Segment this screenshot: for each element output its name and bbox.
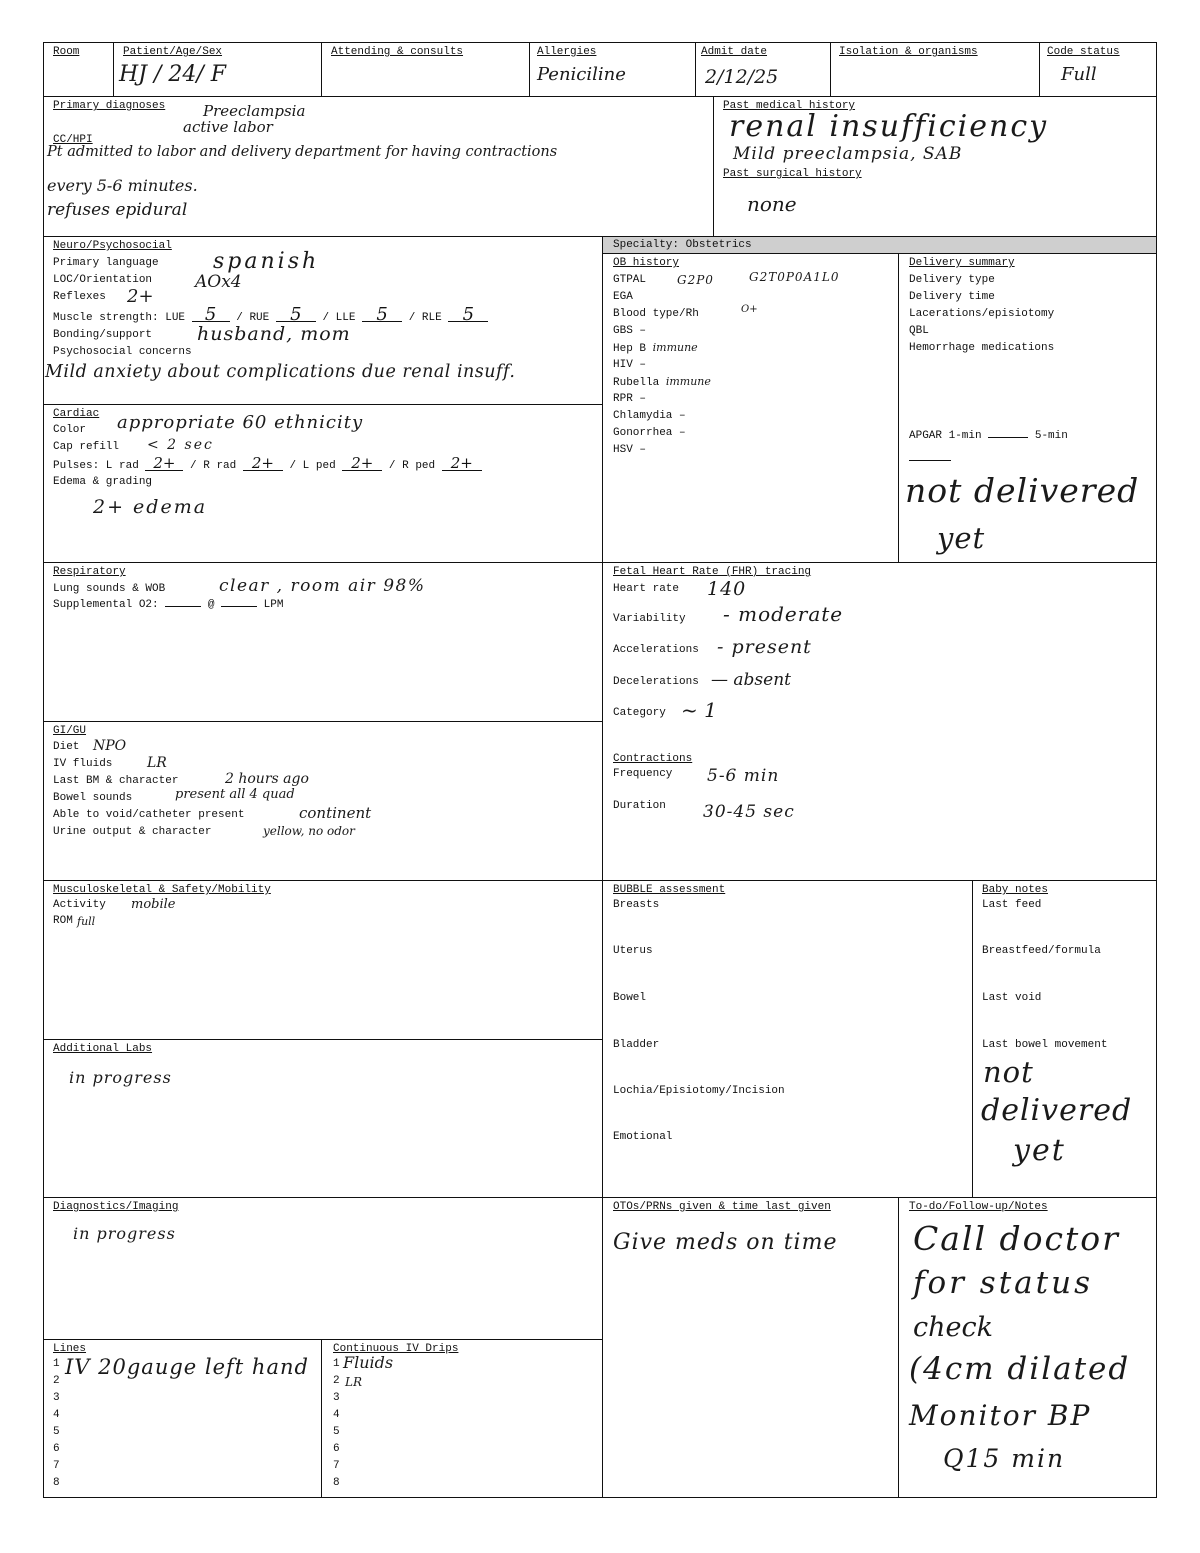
accel-label: Accelerations (613, 644, 699, 656)
rubella-row (613, 376, 711, 390)
baby-note-line1: not (983, 1055, 1034, 1089)
drip-number: 6 (333, 1443, 340, 1455)
divider (43, 562, 1157, 563)
color-label: Color (53, 424, 87, 436)
activity-label: Activity (53, 899, 106, 911)
patient-value: HJ / 24/ F (119, 62, 227, 87)
r-rad-value: 2+ (243, 457, 283, 471)
baby-item: Last void (982, 992, 1042, 1004)
rom-label: ROM (53, 915, 73, 927)
ega-label: EGA (613, 291, 633, 303)
bubble-item: Bladder (613, 1039, 660, 1051)
code-label: Code status (1047, 46, 1120, 58)
psh-value: none (747, 192, 797, 216)
r-ped-label: / R ped (388, 460, 436, 472)
gtpal-value1: G2P0 (677, 273, 714, 287)
diagnostics-title: Diagnostics/Imaging (53, 1201, 179, 1213)
bm-value: 2 hours ago (225, 771, 309, 787)
apgar-row (909, 430, 1068, 443)
delivery-note-line1: not delivered (905, 471, 1140, 510)
todo-line: (4cm dilated (909, 1351, 1131, 1387)
rubella-value: immune (665, 375, 711, 388)
divider (898, 1197, 899, 1498)
frequency-value: 5-6 min (707, 766, 780, 786)
apgar-1min-blank (988, 437, 1028, 438)
drip-number: 4 (333, 1409, 340, 1421)
room-label: Room (53, 46, 80, 58)
report-sheet (43, 42, 1157, 1498)
drips-entry1: Fluids (343, 1353, 394, 1372)
rubella-label: Rubella (613, 377, 660, 389)
drip-number: 5 (333, 1426, 340, 1438)
cc-line1: Pt admitted to labor and delivery department for having contractions (47, 144, 558, 160)
rle-label: / RLE (408, 312, 442, 324)
drip-number: 2 (333, 1375, 340, 1387)
pulses-row (53, 454, 482, 473)
drips-entry2: LR (345, 1375, 363, 1389)
border-top (43, 42, 1157, 43)
hsv-value: – (639, 444, 647, 456)
cc-label: CC/HPI (53, 134, 93, 146)
gbs-label: GBS (613, 325, 633, 337)
line-number: 5 (53, 1426, 60, 1438)
cardiac-title: Cardiac (53, 408, 100, 420)
lung-value: clear , room air 98% (219, 576, 426, 596)
qbl-label: QBL (909, 325, 929, 337)
language-label: Primary language (53, 257, 159, 269)
divider (898, 254, 899, 562)
fhr-rate-label: Heart rate (613, 583, 680, 595)
respiratory-title: Respiratory (53, 566, 126, 578)
todo-line: check (913, 1312, 993, 1343)
decel-label: Decelerations (613, 676, 699, 688)
hsv-label: HSV (613, 444, 633, 456)
l-ped-label: / L ped (289, 460, 336, 472)
color-value: appropriate 60 ethnicity (117, 412, 364, 433)
rpr-label: RPR (613, 393, 633, 405)
divider (602, 236, 603, 1498)
hepb-row (613, 342, 698, 356)
fhr-rate-value: 140 (707, 578, 747, 600)
divider (713, 96, 714, 237)
todo-line: for status (913, 1265, 1093, 1301)
rpr-value: – (639, 393, 647, 405)
void-value: continent (299, 804, 372, 822)
loc-label: LOC/Orientation (53, 274, 153, 286)
chlamydia-row (613, 410, 686, 423)
line-number: 4 (53, 1409, 60, 1421)
labs-title: Additional Labs (53, 1043, 153, 1055)
line-number: 3 (53, 1392, 60, 1404)
divider (529, 42, 530, 96)
hiv-value: – (639, 359, 647, 371)
hepb-label: Hep B (613, 343, 647, 355)
bubble-item: Breasts (613, 899, 660, 911)
diagnoses-label: Primary diagnoses (53, 100, 166, 112)
bowel-value: present all 4 quad (175, 787, 295, 802)
diagnoses-line1: Preeclampsia (203, 102, 306, 120)
duration-label: Duration (613, 800, 666, 812)
rue-value: 5 (276, 308, 316, 322)
divider (43, 1339, 602, 1340)
frequency-label: Frequency (613, 768, 673, 780)
baby-item: Last feed (982, 899, 1042, 911)
diagnoses-line2: active labor (183, 118, 273, 136)
r-ped-value: 2+ (442, 457, 482, 471)
lacerations-label: Lacerations/episiotomy (909, 308, 1055, 320)
gbs-row (613, 325, 646, 338)
gonorrhea-row (613, 427, 686, 440)
delivery-type-label: Delivery type (909, 274, 995, 286)
baby-note-line3: yet (1013, 1133, 1066, 1168)
line-number: 6 (53, 1443, 60, 1455)
cc-line2: every 5-6 minutes. (47, 176, 198, 195)
border-bottom (43, 1497, 1157, 1498)
pmh-line2: Mild preeclampsia, SAB (733, 144, 963, 164)
allergies-value: Peniciline (537, 64, 626, 85)
duration-value: 30-45 sec (703, 802, 795, 822)
hiv-row (613, 359, 646, 372)
language-value: spanish (213, 249, 320, 274)
specialty-title: Specialty: Obstetrics (613, 239, 752, 251)
baby-note-line2: delivered (981, 1093, 1133, 1128)
o2-rate-blank (221, 606, 257, 607)
iv-value: LR (147, 755, 167, 771)
lines-title: Lines (53, 1343, 87, 1355)
divider (321, 42, 322, 96)
prn-title: OTOs/PRNs given & time last given (613, 1201, 831, 1213)
baby-title: Baby notes (982, 884, 1049, 896)
admit-value: 2/12/25 (705, 66, 779, 88)
diet-value: NPO (93, 738, 127, 754)
baby-item: Breastfeed/formula (982, 945, 1101, 957)
hiv-label: HIV (613, 359, 633, 371)
pmh-label: Past medical history (723, 100, 856, 112)
border-left (43, 42, 44, 1498)
void-label: Able to void/catheter present (53, 809, 245, 821)
lle-value: 5 (362, 308, 402, 322)
variability-value: - moderate (723, 602, 844, 626)
divider (321, 1339, 322, 1498)
divider (43, 1197, 1157, 1198)
variability-label: Variability (613, 613, 686, 625)
border-right (1156, 42, 1157, 1498)
gbs-value: – (639, 325, 647, 337)
divider (43, 404, 602, 405)
reflexes-label: Reflexes (53, 291, 106, 303)
baby-item: Last bowel movement (982, 1039, 1108, 1051)
lines-numbers (53, 1358, 60, 1490)
divider (43, 721, 602, 722)
o2-blank (165, 606, 201, 607)
line-number: 1 (53, 1358, 60, 1370)
lle-label: / LLE (322, 312, 356, 324)
bowel-label: Bowel sounds (53, 792, 133, 804)
diagnostics-value: in progress (73, 1224, 176, 1243)
bubble-title: BUBBLE assessment (613, 884, 726, 896)
drips-numbers (333, 1358, 340, 1490)
attending-label: Attending & consults (331, 46, 464, 58)
lue-value: 5 (192, 308, 230, 322)
category-value: ~ 1 (681, 698, 717, 722)
drips-title: Continuous IV Drips (333, 1343, 459, 1355)
chlamydia-value: – (679, 410, 686, 422)
apgar-1min-label: APGAR 1-min (909, 430, 982, 442)
divider (43, 880, 1157, 881)
bubble-item: Lochia/Episiotomy/Incision (613, 1085, 785, 1097)
lung-label: Lung sounds & WOB (53, 583, 166, 595)
divider (972, 880, 973, 1197)
bubble-item: Bowel (613, 992, 647, 1004)
reflexes-value: 2+ (127, 286, 154, 307)
prn-value: Give meds on time (613, 1230, 838, 1255)
apgar-5min-label: 5-min (1034, 430, 1068, 442)
blood-value: O+ (741, 304, 758, 315)
patient-label: Patient/Age/Sex (123, 46, 223, 58)
rle-value: 5 (448, 308, 488, 322)
rue-label: / RUE (236, 312, 270, 324)
delivery-time-label: Delivery time (909, 291, 995, 303)
drip-number: 3 (333, 1392, 340, 1404)
o2-label: Supplemental O2: (53, 599, 159, 611)
line-number: 8 (53, 1477, 60, 1489)
edema-value: 2+ edema (93, 496, 208, 518)
bonding-label: Bonding/support (53, 329, 153, 341)
psych-label: Psychosocial concerns (53, 346, 192, 358)
o2-at: @ (207, 599, 215, 611)
blood-label: Blood type/Rh (613, 308, 699, 320)
activity-value: mobile (131, 897, 176, 912)
apgar-5min-blank (909, 460, 951, 461)
line-number: 2 (53, 1375, 60, 1387)
gtpal-label: GTPAL (613, 274, 647, 286)
lines-entry1: IV 20gauge left hand (65, 1355, 309, 1379)
urine-value: yellow, no odor (263, 824, 355, 838)
divider (43, 96, 1157, 97)
pulses-label: Pulses: L rad (53, 460, 139, 472)
todo-line: Q15 min (943, 1444, 1066, 1473)
category-label: Category (613, 707, 666, 719)
diet-label: Diet (53, 741, 80, 753)
loc-value: AOx4 (195, 272, 242, 292)
pmh-line1: renal insufficiency (729, 109, 1049, 144)
neuro-title: Neuro/Psychosocial (53, 240, 172, 252)
muscle-label: Muscle strength: LUE (53, 312, 186, 324)
todo-title: To-do/Follow-up/Notes (909, 1201, 1048, 1213)
hepb-value: immune (652, 341, 698, 354)
chlamydia-label: Chlamydia (613, 410, 673, 422)
musculo-title: Musculoskeletal & Safety/Mobility (53, 884, 271, 896)
divider (43, 1039, 602, 1040)
bubble-item: Emotional (613, 1131, 673, 1143)
divider (1039, 42, 1040, 96)
o2-row (53, 599, 283, 612)
ob-title: OB history (613, 257, 680, 269)
cap-label: Cap refill (53, 441, 120, 453)
bm-label: Last BM & character (53, 775, 179, 787)
code-value: Full (1061, 64, 1097, 85)
rom-value: full (77, 915, 96, 928)
todo-line: Call doctor (913, 1219, 1120, 1258)
divider (603, 253, 1157, 254)
drip-number: 7 (333, 1460, 340, 1472)
gigu-title: GI/GU (53, 725, 87, 737)
divider (113, 42, 114, 96)
labs-value: in progress (69, 1068, 172, 1087)
delivery-note-line2: yet (937, 521, 986, 555)
allergies-label: Allergies (537, 46, 597, 58)
drip-number: 1 (333, 1358, 340, 1370)
o2-unit: LPM (263, 599, 284, 611)
todo-line: Monitor BP (909, 1399, 1092, 1432)
decel-value: — absent (711, 670, 791, 690)
delivery-title: Delivery summary (909, 257, 1015, 269)
contractions-title: Contractions (613, 753, 693, 765)
drip-number: 8 (333, 1477, 340, 1489)
hemorrhage-label: Hemorrhage medications (909, 342, 1055, 354)
fhr-title: Fetal Heart Rate (FHR) tracing (613, 566, 812, 578)
bonding-value: husband, mom (197, 323, 351, 345)
gonorrhea-value: – (679, 427, 686, 439)
accel-value: - present (717, 636, 812, 658)
l-rad-value: 2+ (145, 457, 183, 471)
hsv-row (613, 444, 646, 457)
urine-label: Urine output & character (53, 826, 212, 838)
divider (695, 42, 696, 96)
psh-label: Past surgical history (723, 168, 862, 180)
isolation-label: Isolation & organisms (839, 46, 978, 58)
rpr-row (613, 393, 646, 406)
cc-line3: refuses epidural (47, 200, 188, 220)
psych-value: Mild anxiety about complications due renal insuff. (45, 362, 516, 382)
l-ped-value: 2+ (342, 457, 382, 471)
admit-label: Admit date (701, 46, 768, 58)
gtpal-value2: G2T0P0A1L0 (749, 270, 840, 284)
bubble-item: Uterus (613, 945, 653, 957)
r-rad-label: / R rad (190, 460, 237, 472)
iv-label: IV fluids (53, 758, 113, 770)
divider (830, 42, 831, 96)
edema-label: Edema & grading (53, 476, 153, 488)
cap-value: < 2 sec (147, 437, 214, 453)
line-number: 7 (53, 1460, 60, 1472)
gonorrhea-label: Gonorrhea (613, 427, 673, 439)
